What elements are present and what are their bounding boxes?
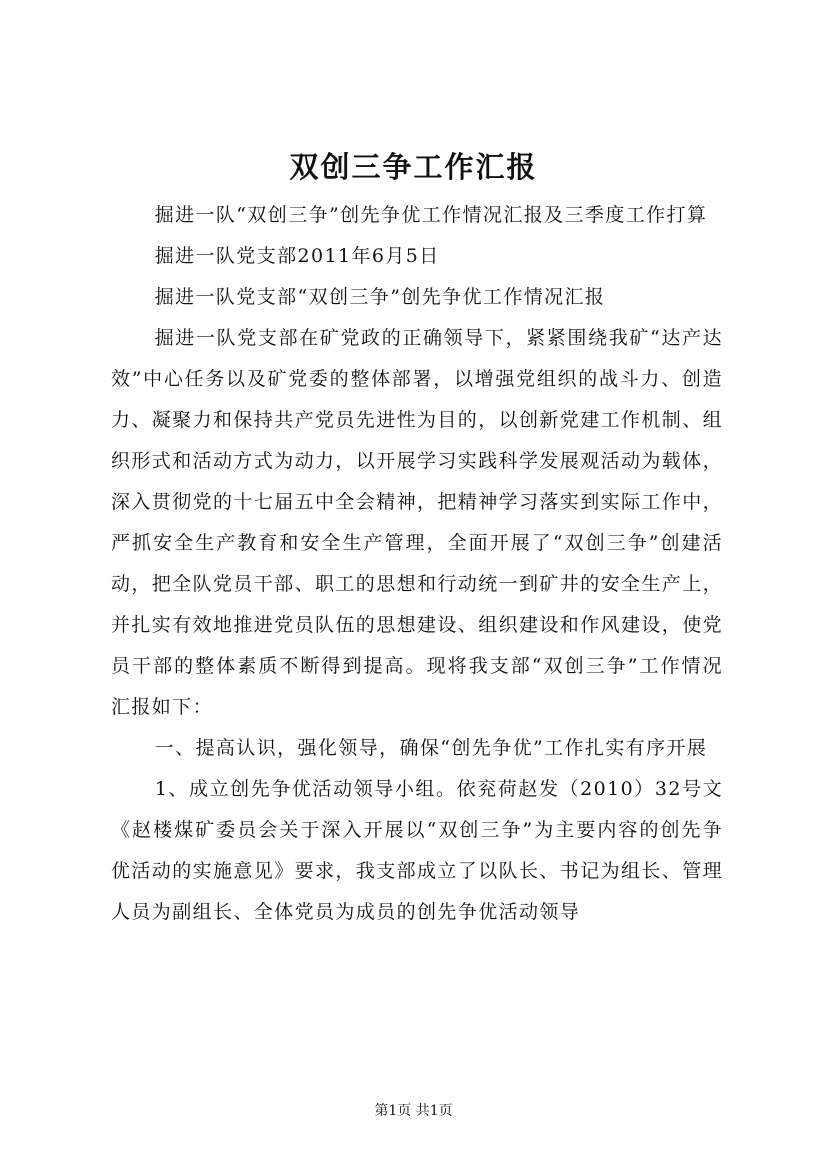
intro-paragraph: 掘进一队党支部在矿党政的正确领导下，紧紧围绕我矿“达产达效”中心任务以及矿党委的整体部署，以增强党组织的战斗力、创造力、凝聚力和保持共产党员先进性为目的，以创新党建工作机制、组织形式和活动方式为动力，以开展学习实践科学发展观活动为载体，深入贯彻党的十七届五中全会精神，把精神学习落实到实际工作中，严抓安全生产教育和安全生产管理，全面开展了“双创三争”创建活动，把全队党员干部、职工的思想和行动统一到矿井的安全生产上，并扎实有效地推进党员队伍的思想建设、组织建设和作风建设，使党员干部的整体素质不断得到提高。现将我支部“双创三争”工作情况汇报如下： [111,327,724,718]
item-paragraph-1: 1、成立创先争优活动领导小组。依兖荷赵发（2010）32号文《赵楼煤矿委员会关于深入开展以“双创三争”为主要内容的创先争优活动的实施意见》要求，我支部成立了以队长、书记为组长、管理人员为副组长、全体党员为成员的创先争优活动领导 [111,778,724,923]
section-heading-1: 一、提高认识，强化领导，确保“创先争优”工作扎实有序开展 [154,737,708,759]
document-title: 双创三争工作汇报 [289,150,538,184]
document-body [111,195,723,933]
page-number-label: 第1页 共1页 [374,1103,453,1119]
report-heading: 掘进一队党支部“双创三争”创先争优工作情况汇报 [154,286,606,308]
subtitle-paragraph: 掘进一队“双创三争”创先争优工作情况汇报及三季度工作打算 [154,204,708,226]
date-line: 掘进一队党支部2011年6月5日 [154,245,440,267]
page-footer [0,1102,827,1120]
